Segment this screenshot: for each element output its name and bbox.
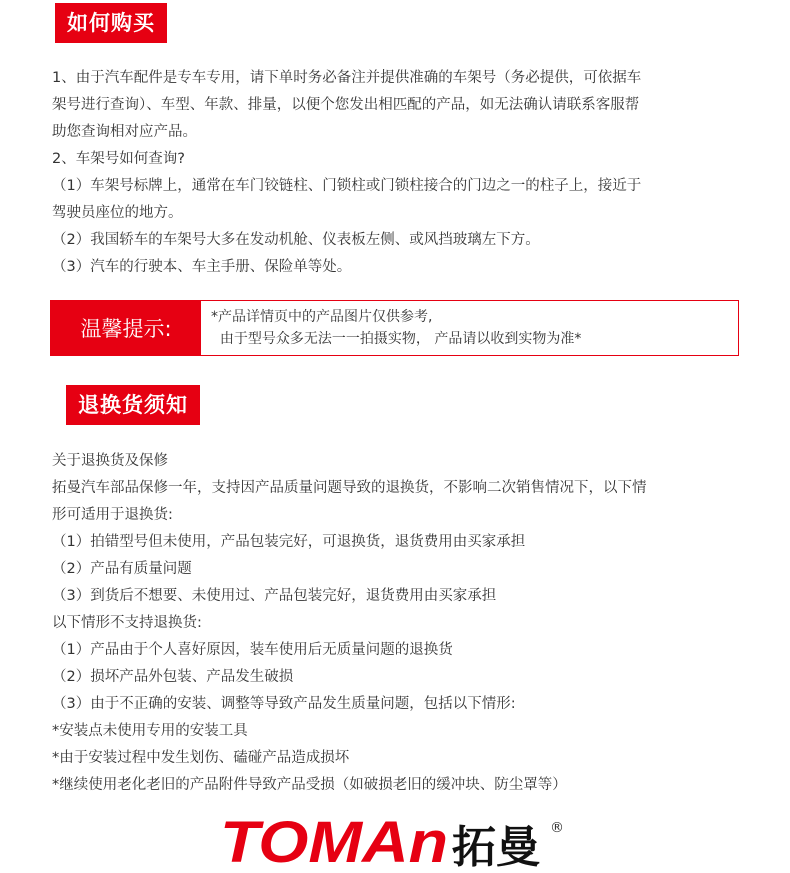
text-line: （3）汽车的行驶本、车主手册、保险单等处。 [52, 259, 352, 275]
text-line: *继续使用老化老旧的产品附件导致产品受损（如破损老旧的缓冲块、防尘罩等） [52, 777, 567, 793]
text-line: （3）由于不正确的安装、调整等导致产品发生质量问题，包括以下情形: [52, 696, 516, 712]
text-line: （1）产品由于个人喜好原因，装车使用后无质量问题的退换货 [52, 642, 453, 658]
toman-brand-logo [220, 812, 580, 872]
warm-tip-box [50, 300, 739, 356]
text-line: *安装点未使用专用的安装工具 [52, 723, 248, 739]
text-line: 拓曼汽车部品保修一年，支持因产品质量问题导致的退换货，不影响二次销售情况下，以下情 [52, 480, 647, 496]
text-line: （1）拍错型号但未使用，产品包装完好，可退换货，退货费用由买家承担 [52, 534, 526, 550]
tip-line: 由于型号众多无法一一拍摄实物， 产品请以收到实物为准* [211, 331, 582, 347]
text-line: 助您查询相对应产品。 [52, 124, 197, 140]
warm-tip-text [211, 306, 581, 350]
tip-line: *产品详情页中的产品图片仅供参考, [211, 309, 433, 325]
text-line: 2、车架号如何查询? [52, 151, 185, 167]
warm-tip-label: 温馨提示: [51, 301, 201, 355]
text-line: 形可适用于退换货: [52, 507, 173, 523]
logo-chinese-wordmark: 拓曼 [452, 822, 540, 872]
toman-logo-graphic [220, 812, 580, 872]
text-line: 关于退换货及保修 [52, 453, 168, 469]
how-to-buy-text [52, 65, 641, 281]
text-line: （2）产品有质量问题 [52, 561, 192, 577]
text-line: （2）损坏产品外包装、产品发生破损 [52, 669, 294, 685]
returns-policy-text [52, 448, 647, 799]
text-line: 1、由于汽车配件是专车专用，请下单时务必备注并提供准确的车架号（务必提供，可依据车 [52, 70, 642, 86]
text-line: 驾驶员座位的地方。 [52, 205, 183, 221]
text-line: 以下情形不支持退换货: [52, 615, 202, 631]
section-heading-how-to-buy: 如何购买 [55, 3, 167, 43]
text-line: （2）我国轿车的车架号大多在发动机舱、仪表板左侧、或风挡玻璃左下方。 [52, 232, 540, 248]
text-line: （3）到货后不想要、未使用过、产品包装完好，退货费用由买家承担 [52, 588, 497, 604]
registered-mark: ® [550, 820, 564, 836]
section-heading-returns: 退换货须知 [66, 385, 200, 425]
text-line: *由于安装过程中发生划伤、磕碰产品造成损坏 [52, 750, 350, 766]
logo-latin-wordmark: TOMAn [220, 812, 448, 872]
text-line: 架号进行查询）、车型、年款、排量，以便个您发出相匹配的产品，如无法确认请联系客服帮 [52, 97, 640, 113]
text-line: （1）车架号标牌上，通常在车门铰链柱、门锁柱或门锁柱接合的门边之一的柱子上，接近于 [52, 178, 642, 194]
